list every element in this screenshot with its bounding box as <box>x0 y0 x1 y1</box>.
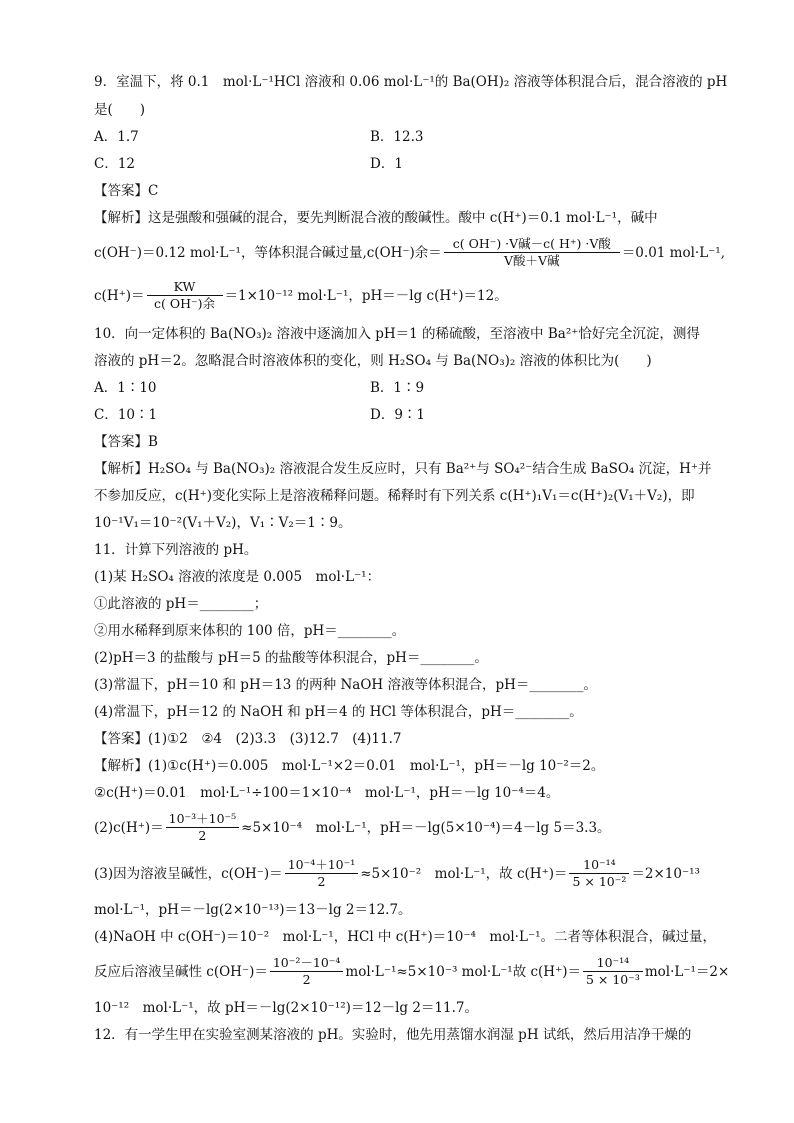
analysis-text: 反应后溶液呈碱性 c(OH⁻)＝ <box>94 964 268 980</box>
q11-stem: 11．计算下列溶液的 pH。 <box>94 542 258 558</box>
answer-label: 【答案】 <box>94 183 148 199</box>
q11-part1b: ②用水稀释到原来体积的 100 倍，pH＝________。 <box>94 623 406 639</box>
analysis-label: 【解析】 <box>94 461 148 477</box>
q11-analysis-line1 <box>94 757 604 775</box>
answer-value: (1)①2 ②4 (2)3.3 (3)12.7 (4)11.7 <box>148 731 402 747</box>
fraction-numerator: KW <box>147 279 223 296</box>
fraction <box>270 955 344 988</box>
fraction-denominator: V酸＋V碱 <box>504 253 560 268</box>
q11-part1a: ①此溶液的 pH＝________； <box>94 596 268 612</box>
fraction-numerator: 10⁻⁴＋10⁻¹ <box>285 857 359 874</box>
fraction <box>444 236 620 269</box>
fraction <box>569 857 629 890</box>
fraction-denominator: 5 × 10⁻² <box>572 874 627 889</box>
q9-analysis-line2 <box>94 236 725 270</box>
q9-stem-line1: 9．室温下，将 0.1 mol·L⁻¹HCl 溶液和 0.06 mol·L⁻¹的 Ba(OH)₂ 溶液等体积混合后，混合溶液的 pH <box>94 74 728 90</box>
q10-option-c: C．10∶1 <box>94 407 158 423</box>
analysis-text: ≈5×10⁻⁴ mol·L⁻¹，pH＝－lg(5×10⁻⁴)＝4－lg 5＝3.3。 <box>241 820 611 836</box>
fraction-denominator: 2 <box>302 972 311 987</box>
analysis-label: 【解析】 <box>94 210 148 226</box>
analysis-text: (1)①c(H⁺)＝0.005 mol·L⁻¹×2＝0.01 mol·L⁻¹，pH＝－lg 10⁻²＝2。 <box>148 758 605 774</box>
fraction <box>166 811 240 844</box>
fraction <box>285 857 359 890</box>
fraction-denominator: 2 <box>317 874 326 889</box>
q10-stem-line1: 10．向一定体积的 Ba(NO₃)₂ 溶液中逐滴加入 pH＝1 的稀硫酸，至溶液中 Ba²⁺恰好完全沉淀，测得 <box>94 326 700 342</box>
q10-option-d: D．9∶1 <box>370 407 426 423</box>
q11-answer <box>94 730 401 748</box>
analysis-text: mol·L⁻¹＝2× <box>644 964 730 980</box>
fraction-denominator: 2 <box>198 828 207 843</box>
q11-part3: (3)常温下，pH＝10 和 pH＝13 的两种 NaOH 溶液等体积混合，pH＝________。 <box>94 677 597 693</box>
q10-analysis-line1 <box>94 460 712 478</box>
q10-stem-line2: 溶液的 pH＝2。忽略混合时溶液体积的变化，则 H₂SO₄ 与 Ba(NO₃)₂ 溶液的体积比为( ) <box>94 353 652 369</box>
q11-part1: (1)某 H₂SO₄ 溶液的浓度是 0.005 mol·L⁻¹： <box>94 569 381 585</box>
q11-analysis-line3 <box>94 808 611 848</box>
q9-analysis-line1 <box>94 209 658 227</box>
q9-answer <box>94 182 158 200</box>
q9-stem-line2: 是( ) <box>94 102 146 118</box>
q10-analysis-line2: 不参加反应，c(H⁺)变化实际上是溶液稀释问题。稀释时有下列关系 c(H⁺)₁V₁＝c(H⁺)₂(V₁＋V₂)，即 <box>94 488 695 504</box>
q11-analysis-line7 <box>94 952 729 992</box>
analysis-text: mol·L⁻¹≈5×10⁻³ mol·L⁻¹故 c(H⁺)＝ <box>345 964 581 980</box>
analysis-text: ＝2×10⁻¹³ <box>631 866 700 882</box>
fraction-numerator: 10⁻¹⁴ <box>583 955 643 972</box>
answer-label: 【答案】 <box>94 731 148 747</box>
q9-option-d: D．1 <box>370 156 403 172</box>
analysis-label: 【解析】 <box>94 758 148 774</box>
answer-label: 【答案】 <box>94 434 148 450</box>
analysis-text: (2)c(H⁺)＝ <box>94 820 164 836</box>
q11-part4: (4)常温下，pH＝12 的 NaOH 和 pH＝4 的 HCl 等体积混合，pH＝________。 <box>94 704 583 720</box>
answer-value: C <box>148 183 159 199</box>
analysis-text: c(H⁺)＝ <box>94 288 145 304</box>
fraction-denominator: 5 × 10⁻³ <box>585 972 640 987</box>
q11-analysis-line4 <box>94 854 700 894</box>
q11-analysis-line6: (4)NaOH 中 c(OH⁻)＝10⁻² mol·L⁻¹，HCl 中 c(H⁺)＝10⁻⁴ mol·L⁻¹。二者等体积混合，碱过量， <box>94 929 716 945</box>
analysis-text: 这是强酸和强碱的混合，要先判断混合液的酸碱性。酸中 c(H⁺)＝0.1 mol·L⁻¹，碱中 <box>148 210 658 226</box>
q9-option-b: B．12.3 <box>370 129 424 145</box>
q11-analysis-line8: 10⁻¹² mol·L⁻¹，故 pH＝－lg(2×10⁻¹²)＝12－lg 2＝11.7。 <box>94 1000 478 1016</box>
fraction-denominator: c( OH⁻)余 <box>154 296 215 311</box>
q10-option-a: A．1∶10 <box>94 380 157 396</box>
fraction <box>583 955 643 988</box>
fraction-numerator: 10⁻³＋10⁻⁵ <box>166 811 240 828</box>
analysis-text: c(OH⁻)＝0.12 mol·L⁻¹，等体积混合碱过量,c(OH⁻)余＝ <box>94 245 442 261</box>
q10-option-b: B．1∶9 <box>370 380 425 396</box>
analysis-text: ＝0.01 mol·L⁻¹, <box>621 245 725 261</box>
q11-analysis-line5: mol·L⁻¹，pH＝－lg(2×10⁻¹³)＝13－lg 2＝12.7。 <box>94 902 412 918</box>
q11-analysis-line2: ②c(H⁺)＝0.01 mol·L⁻¹÷100＝1×10⁻⁴ mol·L⁻¹，pH＝－lg 10⁻⁴＝4。 <box>94 785 560 801</box>
q9-option-a: A．1.7 <box>94 129 139 145</box>
analysis-text: ≈5×10⁻² mol·L⁻¹，故 c(H⁺)＝ <box>360 866 568 882</box>
analysis-text: H₂SO₄ 与 Ba(NO₃)₂ 溶液混合发生反应时，只有 Ba²⁺与 SO₄²⁻结合生成 BaSO₄ 沉淀，H⁺并 <box>148 461 712 477</box>
fraction-numerator: 10⁻²－10⁻⁴ <box>270 955 344 972</box>
q10-answer <box>94 433 158 451</box>
fraction-numerator: 10⁻¹⁴ <box>569 857 629 874</box>
analysis-text: ＝1×10⁻¹² mol·L⁻¹，pH＝－lg c(H⁺)＝12。 <box>224 288 508 304</box>
q12-stem-line1: 12．有一学生甲在实验室测某溶液的 pH。实验时，他先用蒸馏水润湿 pH 试纸，然后用洁净干燥的 <box>94 1027 692 1043</box>
fraction <box>147 279 223 312</box>
q9-option-c: C．12 <box>94 156 136 172</box>
fraction-numerator: c( OH⁻) ·V碱－c( H⁺) ·V酸 <box>444 236 620 253</box>
q9-analysis-line3 <box>94 279 508 313</box>
q10-analysis-line3: 10⁻¹V₁＝10⁻²(V₁＋V₂)，V₁∶V₂＝1∶9。 <box>94 515 352 531</box>
q11-part2: (2)pH＝3 的盐酸与 pH＝5 的盐酸等体积混合，pH＝________。 <box>94 650 488 666</box>
answer-value: B <box>148 434 158 450</box>
analysis-text: (3)因为溶液呈碱性，c(OH⁻)＝ <box>94 866 283 882</box>
